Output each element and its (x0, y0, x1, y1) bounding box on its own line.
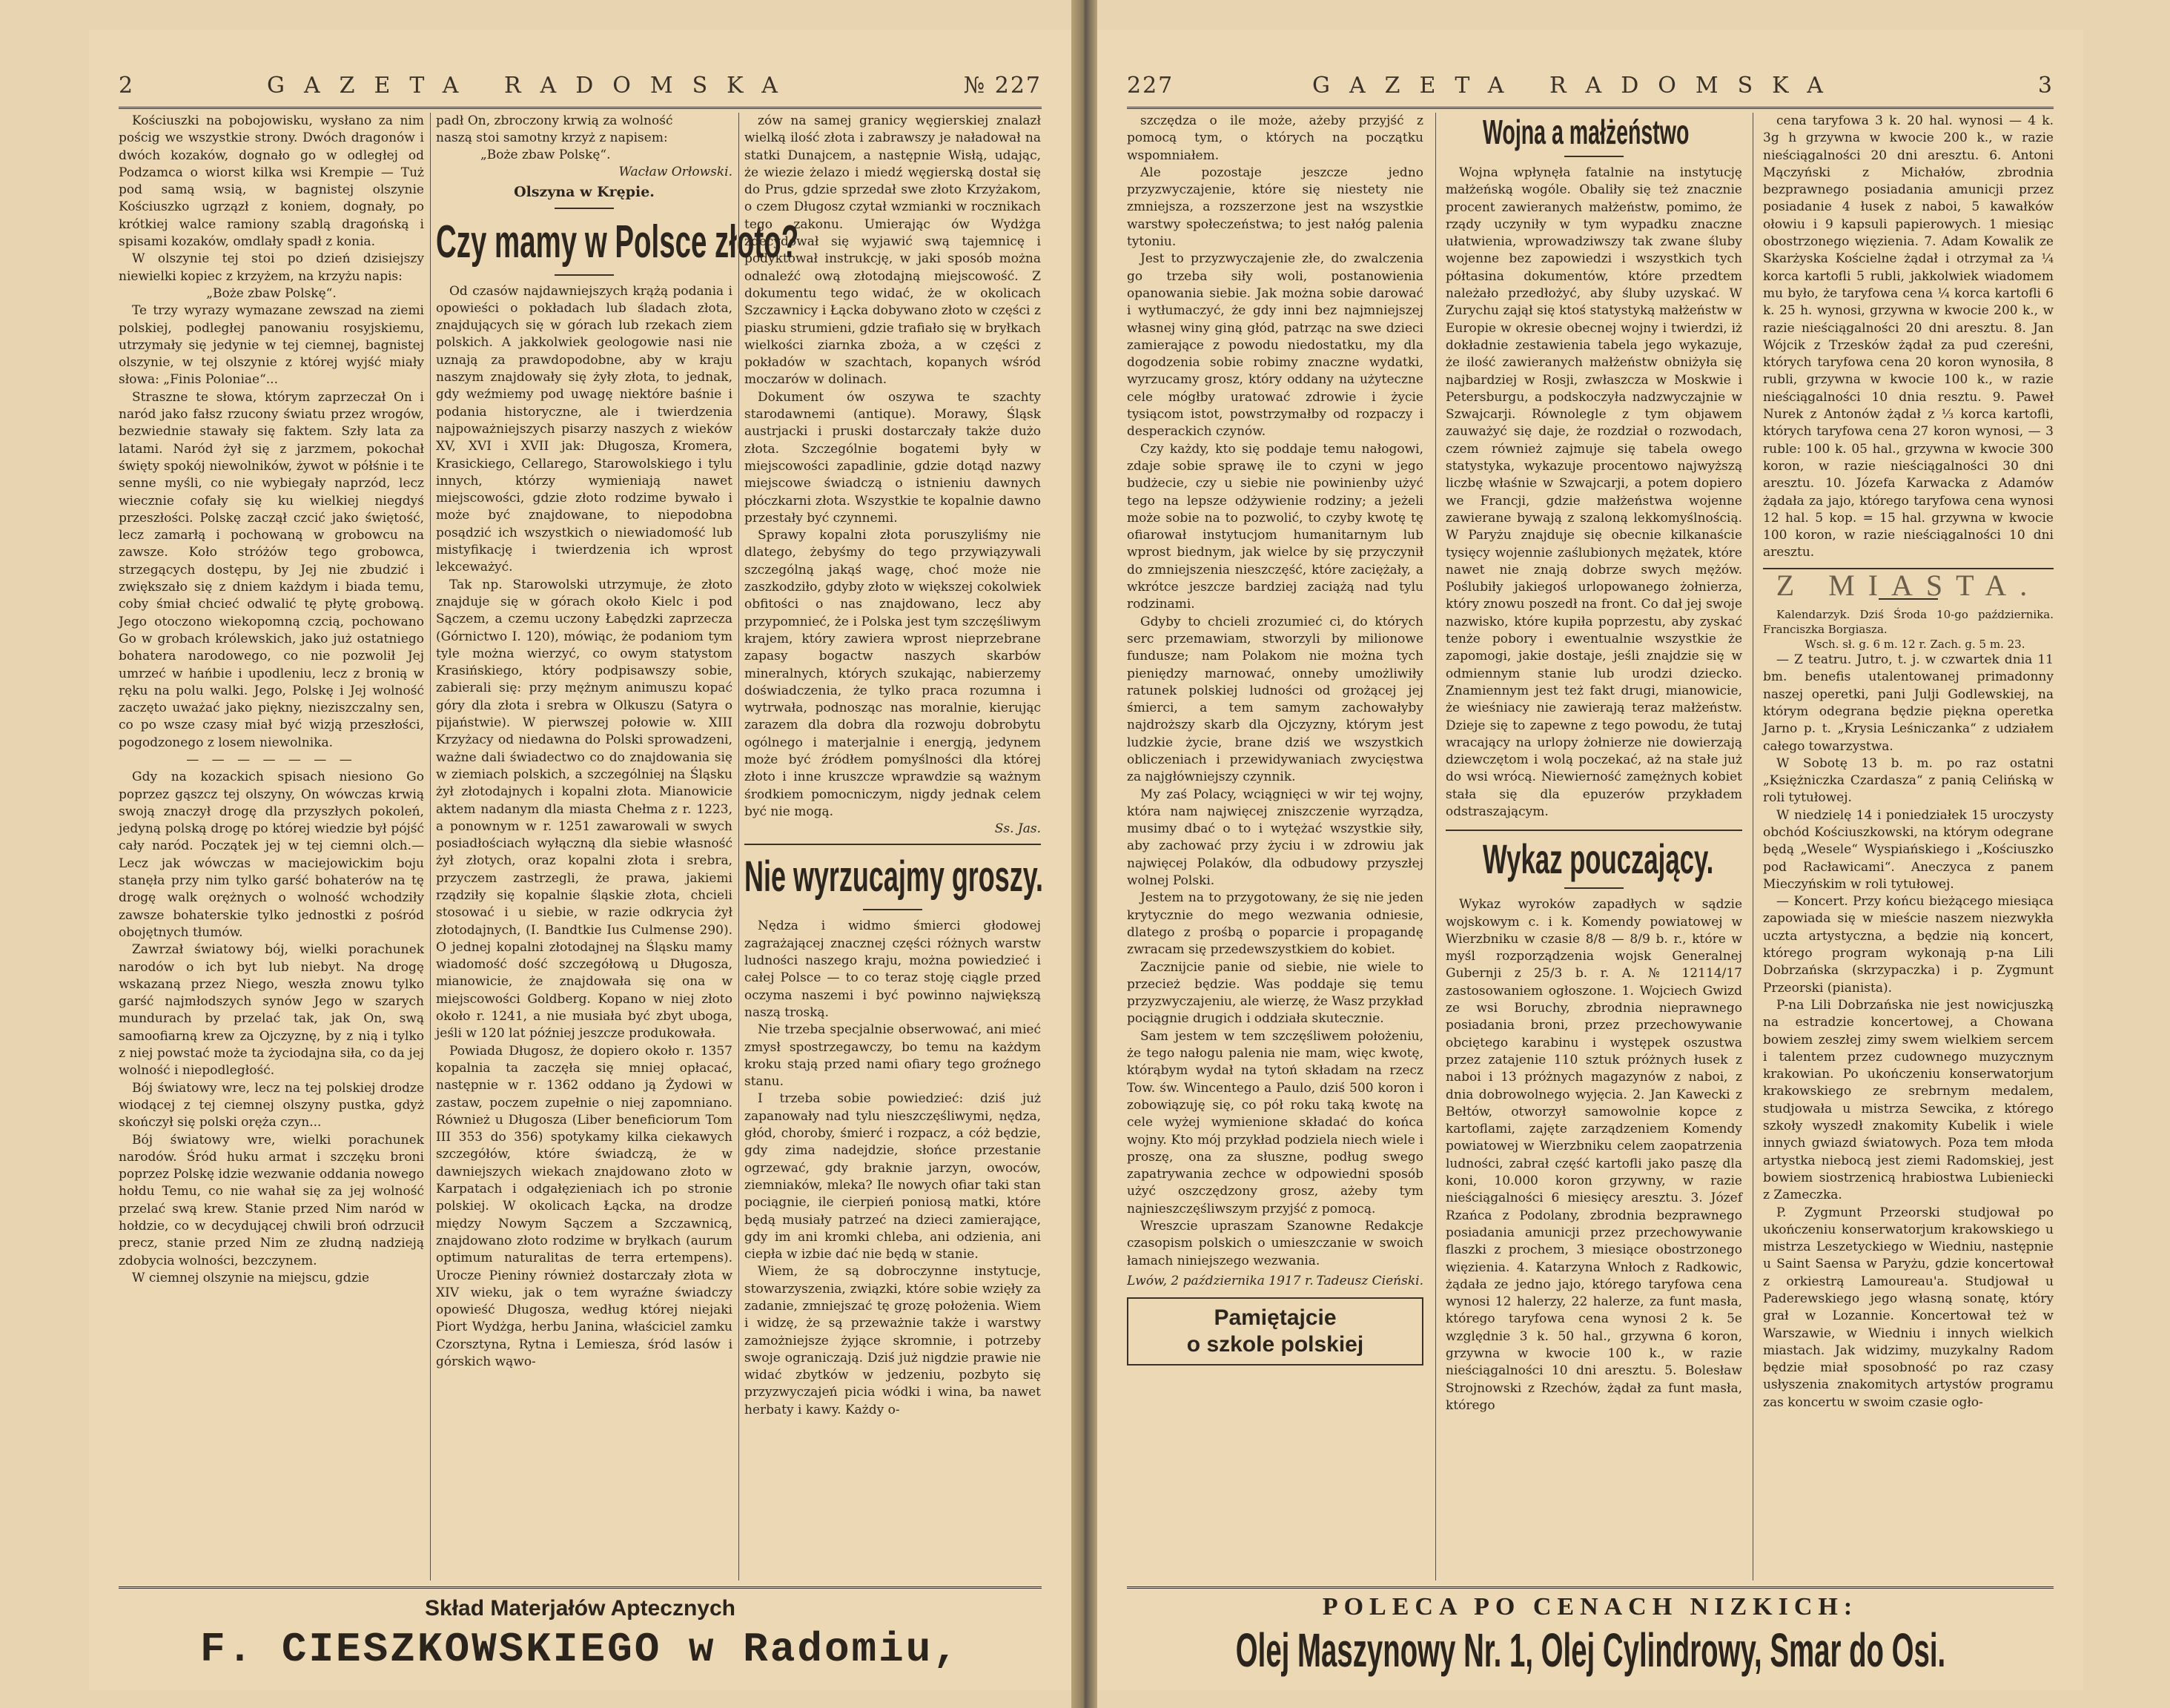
paragraph: Te trzy wyrazy wymazane zewszad na ziemi polskiej, podległej panowaniu rosyjskiemu, utrzymały się jedynie w tej ciemnej, bagnistej olszynie, w tej olszynie z której wyjść miały słowa: „Finis Poloniae“... (119, 303, 424, 388)
ad-subtitle: Skład Materjałów Aptecznych (424, 1596, 735, 1621)
paragraph: Wojna wpłynęła fatalnie na instytucję małżeńską wogóle. Obaliły się też znacznie procent zawieranych małżeństw, pomimo, że rządy uczyniły w tym wypadku znaczne ułatwienia, wprowadziwszy tak zwane śluby wojenne bez zapowiedzi i wszystkich tych półtasina dokumentów, które przedtem należało przedłożyć, aby śluby uzyskać. W Zurychu zajął się ktoś statystyką małżeństw w Europie w okresie obecnej wojny i twierdzi, iż dokładnie zestawienia tabela jego wykazuje, że ilość zawieranych małżeństw obniżyła się najbardziej w Rosji, zwłaszcza w Moskwie i Petersburgu, a podskoczyła nadzwyczajnie w Szwajcarji. Równolegle z tym objawem zauważyć się daje, że rozdział o rozwodach, czem również zajmuje się tabela owego statystyka, wykazuje procentowo najwyższą liczbę właśnie w Szwajcarji, a potem dopiero we Francji, gdzie małżeństwa wojenne zawierane bywają z szaloną lekkomyślnością. W Paryżu znajduje się obecnie kilkanaście tysięcy wojennie zaślubionych mężatek, które nawet nie znają dobrze swych mężów. Poślubiły jakiegoś urlopowanego żołnierza, który znowu poszedł na front. Co dał jej swoje nazwisko, które kupiła poprzestu, aby zyskać tenże pobory i ewentualnie wszystkie że zapomogi, jakie dostaje, jeśli znajdzie się w odmiennym stanie lub urodzi dziecko. Znamiennym jest też fakt drugi, mianowicie, że wieśniacy nie zawierają teraz małżeństw. Dzieje się to zapewne z tego powodu, że tutaj wracający na urlopy żołnierze nie dowierzają dziewczętom i wolą poczekać, aż na stałe już do wsi wrócą. Niewierność zamężnych kobiet stała się dla epuzerów przykładem odstraszającym. (1446, 165, 1742, 819)
page-number: 3 (2037, 73, 2054, 99)
section-divider: — — — — — — — (186, 752, 357, 767)
paragraph: zów na samej granicy węgierskiej znalazł wielką ilość złota i zabrawszy je naładował na statki Dunajcem, a następnie Wisłą, udając, że wiezie żelazo i miedź węgierską dostał się do Prus, gdzie sprzedał swe złoto Krzyżakom, o czem Długosz czytał wzmianki w rocznikach tego zakonu. Umierając ów Wydżga zdecydował się wyjawić swą tajemnicę i podyktował instrukcję, w jaki sposób można odnaleźć ową złotodajną miejscowość. Z dokumentu tego widać, że w okolicach Szczawnicy i Łącka dobywano złoto w części z piasku strumieni, gdzie trafiało się w bryłkach wielkości ziarnka zboża, a w części z pokładów w szachtach, kopanych wśród moczarów w dolinach. (744, 113, 1041, 388)
paragraph: Od czasów najdawniejszych krążą podania i opowieści o pokładach lub śladach złota, znajdujących się w górach lub rzekach ziem polskich. A jakkolwiek geologowie nasi nie uznają za prawdopodobne, aby w kraju naszym znajdowały się żyły złota, to jednak, gdy weźmiemy pod uwagę niektóre baśnie i podania historyczne, ale i twierdzenia najpoważniejszych pisarzy naszych z wieków XV, XVI i XVII jak: Długosza, Kromera, Krasickiego, Cellarego, Starowolskiego i tylu innych, którzy wymieniają nawet miejscowości, gdzie złoto rodzime bywało i może być znajdowane, to niepodobna posądzić ich wszystkich o niewiadomość lub mistyfikację i twierdzenia ich wprost lekceważyć. (436, 283, 732, 575)
paragraph: Jest to przyzwyczajenie złe, do zwalczenia go trzeba siły woli, postanowienia opanowania siebie. Jak można sobie darować i wytłumaczyć, że gdy inni bez najmniejszej własnej winy giną głód, patrząc na swe dzieci zamierające z powodu niedostatku, my dla dogodzenia sobie robimy znaczne wydatki, wyrzucamy grosz, który oddany na użyteczne cele mógłby uratować zdrowie i życie tysiącom istot, powstrzymałby od rozpaczy i desperackich czynów. (1127, 251, 1423, 440)
paragraph: Wiem, że są dobroczynne instytucje, stowarzyszenia, związki, które sobie wzięły za zadanie, zmniejszać tę grozę położenia. Wiem i widzę, że są przeważnie także i warstwy zamożniejsze żyjące skromnie, i potrzeby swoje ograniczają. Dziś już nigdzie prawie nie widać zbytków w jedzeniu, pozbyto się przyzwyczajeń picia wódki i wina, ba nawet herbaty i kawy. Każdy o- (744, 1264, 1041, 1417)
paragraph: Kościuszki na pobojowisku, wysłano za nim pościg we wszystkie strony. Dwóch dragonów i dwóch kozaków, dognało go w odległej od Podzamca o wiorst kilka wsi Krempie — Tuż pod samą wsią, w bagnistej olszynie Kościuszko ugrzązł z koniem, dognały, po krótkiej walce ramiony szablą dragońską i spisami kozaków, omdlały spadł z konia. (119, 113, 424, 250)
paragraph: Nie trzeba specjalnie obserwować, ani mieć zmysł spostrzegawczy, bo temu na każdym kroku stają przed nami ofiary tego groźnego stanu. (744, 1022, 1041, 1090)
author-signature: Tadeusz Cieński. (1316, 1273, 1423, 1288)
poem-caption: Olszyna w Krępie. (514, 184, 655, 201)
column-3 (744, 113, 1044, 1588)
paragraph: P. Zygmunt Przeorski studjował po ukończeniu konserwatorjum krakowskiego u mistrza Leszetyckiego w Wiedniu, następnie u Saint Saensa w Paryżu, gdzie koncertował z orkiestrą Lamoureau'a. Studjował u Paderewskiego jego własną sonatę, który grał w Lozannie. Koncertował też w Warszawie, w Wiedniu i innych wielkich miastach. Jak widzimy, muzykalny Radom będzie miał sposobność po raz czasy usłyszenia znakomitych artystów programu zas koncertu w swoim czasie ogło- (1763, 1205, 2054, 1410)
dateline: Lwów, 2 października 1917 r. (1127, 1273, 1314, 1288)
article-headline: Wojna a małżeństwo (1483, 113, 1690, 151)
column-2 (1446, 113, 1742, 1588)
column-1 (119, 113, 424, 1588)
masthead-title: GAZETA RADOMSKA (1312, 73, 1842, 99)
poem-line: „Boże zbaw Polskę“. (480, 148, 611, 162)
paragraph: Powiada Długosz, że dopiero około r. 1357 kopalnia ta zaczęła się mniej opłacać, następnie w r. 1362 oddano ją Żydowi w zastaw, poczem zupełnie o niej zapomniano. Również u Długosza (Liber beneficiorum Tom III 353 do 356) spotykamy kilka ciekawych szczegółów, które świadczą, że w dawniejszych wiekach znajdowano złoto w Karpatach i odgałęzieniach ich po stronie polskiej. W okolicach Łącka, na drodze między Nowym Sączem a Szczawnicą, znajdowano złoto rodzime w bryłkach (aurum optimum naturalitas de terra ertempens). Urocze Pieniny również dostarczały złota w XIV wieku, jak o tem wyraźne świadczy opowieść Długosza, według której niejaki Piort Wydżga, herbu Janina, właściciel zamku Czorsztyna, Rytna i Lemiesza, śród lasów i górskich wąwo- (436, 1043, 732, 1369)
paragraph: Nędza i widmo śmierci głodowej zagrażającej znacznej części różnych warstw ludności naszego kraju, można powiedzieć i całej Polsce — to co teraz stoję ciągle przed oczyma naszemi i być powinno największą naszą troską. (744, 918, 1041, 1020)
oil-advertisement (1127, 1586, 2054, 1685)
poem (436, 113, 732, 164)
article-headline: Nie wyrzucajmy groszy. (744, 853, 1044, 901)
paragraph: W niedzielę 14 i poniedziałek 15 uroczysty obchód Kościuszkowski, na którym odegrane będą „Wesele“ Wyspiańskiego i „Kościuszko pod Racławicami“. Aneczyca z panem Mieczyńskim w roli tytułowej. (1763, 807, 2054, 892)
paragraph: Dokument ów oszywa te szachty starodawnemi (antique). Morawy, Śląsk austrjacki i pruski dostarczały także dużo złota. Szczególnie bogatemi były w miejscowości zapadlinie, gdzie dotąd nazwy miejscowe świadczą o istnieniu dawnych płóczkarni złota. Wszystkie te kopalnie dawno przestały być czynnemi. (744, 389, 1041, 526)
article-headline: Czy mamy w Polsce złoto? (436, 216, 799, 268)
binding-gutter (1071, 0, 1097, 1708)
left-page-header (119, 73, 1042, 107)
header-rule (119, 107, 1042, 109)
paragraph: W ciemnej olszynie na miejscu, gdzie (132, 1270, 370, 1285)
paragraph: Sprawy kopalni złota poruszyliśmy nie dlatego, żebyśmy do tego przywiązywali szczególną jakąś wagę, choć może nie zaszkodziło, gdyby złoto w większej cokolwiek obfitości o nas znajdowano, lecz aby przypomnieć, że i Polska jest tym szczęśliwym krajem, który zawiera wprost nieprzebrane zapasy bogactw naszych skarbów mineralnych, których szukając, nabierzemy doświadczenia, że tylko praca rozumna i wytrwała, podnosząc nas moralnie, kierując zarazem dla dobra dla rozwoju dobrobytu ogólnego i materjalnie i energją, jedynem może być źródłem pomyślności dla której złoto i inne kruszcze wprawdzie są ważnym środkiem pomocniczym, nigdy jednak celem być nie mogą. (744, 528, 1041, 819)
section-title: Z MIASTA. (1776, 568, 2041, 602)
right-page (1097, 30, 2083, 1690)
ad-subtitle: POLECA PO CENACH NIZKICH: (1322, 1593, 1859, 1621)
calendar-note: Kalendarzyk. Dziś Środa 10-go października. Franciszka Borgiasza. (1763, 608, 2054, 637)
appeal-line-2: o szkole polskiej (1186, 1332, 1364, 1357)
paragraph: I trzeba sobie powiedzieć: dziś już zapanowały nad tylu nieszczęśliwymi, nędza, głód, choroby, śmierć i rozpacz, a cóż będzie, gdy zima nadejdzie, słońce przestanie ogrzewać, gdy braknie jarzyn, owoców, ziemniaków, mleka? Ile nowych ofiar taki stan pociągnie, ile cierpień poniosą matki, które będą musiały patrzeć na dzieci zamierające, gdy im ani kromki chleba, ani odzienia, ani ciepła w izbie dać nie będą w stanie. (744, 1091, 1041, 1262)
paragraph: Ale pozostaje jeszcze jedno przyzwyczajenie, które się niestety nie zmniejsza, a rozszerzone jest na wszystkie warstwy społeczeństwa; to jest nałóg palenia tytoniu. (1127, 165, 1423, 250)
paragraph: Czy każdy, kto się poddaje temu nałogowi, zdaje sobie sprawę ile to czyni w jego budżecie, czy u siebie nie powinienby użyć tego na lepsze odżywienie rodziny; a jeżeli może sobie na to pozwolić, to czyby kwotę tę ofiarował instytucjom humanitarnym lub wprost biednym, jak wielce by się przyczynił do zmniejszenia nieszczęść, które zaciężały, a wkrótce jeszcze bardziej zaciążą nad tylu rodzinami. (1127, 441, 1423, 612)
pharmacy-advertisement (119, 1586, 1042, 1685)
ad-company-name: F. CIESZKOWSKIEGO w Radomiu, (200, 1626, 960, 1673)
rule (555, 208, 614, 209)
rule (863, 909, 922, 910)
paragraph: W Sobotę 13 b. m. po raz ostatni „Księżniczka Czardasza“ z panią Celińską w roli tytułowej. (1763, 755, 2054, 806)
paragraph: Wreszcie upraszam Szanowne Redakcje czasopism polskich o umieszczanie w swoich łamach niniejszego wezwania. (1127, 1219, 1423, 1268)
paragraph: — Koncert. Przy końcu bieżącego miesiąca zapowiada się w mieście naszem niezwykła uczta artystyczna, a będzie nią koncert, którego program wykonają p-na Lili Dobrzańska (skrzypaczka) i p. Zygmunt Przeorski (pianista). (1763, 894, 2054, 996)
paragraph: Gdyby to chcieli zrozumieć ci, do których serc przemawiam, stworzyli by milionowe fundusze; nam Polakom nie można tych pieniędzy marnować, onneby umożliwiły ratunek polskiej ludności od grożącej jej śmierci, a tem samym zachowałyby najdroższy skarb dla Ojczyzny, którym jest ludzkie życie, brane dziś we wszystkich obliczeniach i przewidywaniach zwycięstwa za najgłówniejszy czynnik. (1127, 614, 1423, 785)
paragraph: Gdy na kozackich spisach niesiono Go poprzez gąszcz tej olszyny, On wówczas krwią swoją znaczył drogę dla przyszłych pokoleń, jedyną polską drogę po której wiedzie był pójść cały naród. Początek jej w tej ciemni olch.— Lecz jak wówczas w maciejowickim boju stanęła przy nim tylko garść bohaterów na tę drogę walk orężnych o wolność wchodziły zawsze bohaterskie tylko jednostki z pośród obojętnych tłumów. (119, 769, 424, 940)
paragraph: Bój światowy wre, lecz na tej polskiej drodze wiodącej z tej ciemnej olszyny pustka, gdyż skończył się polski oręża czyn... (119, 1080, 424, 1131)
paragraph: My zaś Polacy, wciągnięci w wir tej wojny, która nam najwięcej zniszczenie wyrządza, musimy dbać o to i wytężać wszystkie siły, aby zachować przy życiu i w zdrowiu jak najwięcej Polaków, dla odbudowy przyszłej wolnej Polski. (1127, 787, 1423, 889)
paragraph: W olszynie tej stoi po dzień dzisiejszy niewielki kopiec z krzyżem, na krzyżu napis: (119, 251, 424, 284)
paragraph: Wykaz wyroków zapadłych w sądzie wojskowym c. i k. Komendy powiatowej w Wierzbniku w czasie 8/8 — 8/9 b. r., które w myśl rozporządzenia wojsk Generalnej Gubernji z 25/3 b. r. A. № 12114/17 zastosowaniem ogłoszone. 1. Wojciech Gwizd ze wsi Boruchy, zbrodnia nieprawnego posiadania broni, przez przechowywanie obciętego karabinu i występek oszustwa przez zatajenie 110 sztuk próżnych łusek z naboi i 13 próżnych magazynów z naboi, z dnia dobrowolnego wyjęcia. 2. Jan Kawecki z Bełtów, otworzył samowolnie kopce z kartoflami, zajęte zarządzeniem Komendy powiatowej w Wierzbniku celem zaopatrzenia ludności, zabrał część kartofli jako paszę dla koni, 10.000 koron grzywny, w razie nieściągalności 6 miesięcy aresztu. 3. Józef Rzańca z Podolany, zbrodnia bezprawnego posiadania amunicji przez przechowywanie flaszki z prochem, 3 miesiące obostrzonego więzienia. 4. Katarzyna Wnłoch z Radkowic, żądała ze jedno jajo, którego taryfowa cena wynosi 12 halerzy, 22 halerze, za funt masła, którego taryfowa cena wynosi 2 k. 5e względnie 3 k. 50 hal., grzywna 6 koron, grzywna w kwocie 100 k., w razie nieściągalności 10 dni aresztu. 5. Bolesław Strojnowski z Rzechów, żądał za funt masła, którego (1446, 897, 1742, 1413)
poem-line: naszą stoi samotny krzyż z napisem: (436, 130, 668, 145)
issue-number: № 227 (963, 73, 1042, 99)
right-page-header (1127, 73, 2054, 107)
header-rule (1127, 107, 2054, 109)
rule (1564, 156, 1624, 157)
paragraph: Bój światowy wre, wielki porachunek narodów. Śród huku armat i szczęku broni poprzez Polskę idzie wezwanie oddania nowego hołdu Temu, co nie wahał się za jej wolność przelać swą krew. Stanie przed Nim naród w hołdzie, co w decydującej chwili broń odrzucił precz, stanie przed Nim ze złudną nadzieją zdobycia wolności, bezczynem. (119, 1132, 424, 1268)
sunrise-sunset: Wsch. sł. g. 6 m. 12 r. Zach. g. 5 m. 23. (1805, 638, 2025, 652)
column-1 (1127, 113, 1423, 1588)
paragraph: Tak np. Starowolski utrzymuje, że złoto znajduje się w górach około Kielc i pod Sączem, a czemu uczony Łabędzki zaprzecza (Górnictwo I. 120), mówiąc, że podaniom tym tyle można wierzyć, co owym statystom Krasińskiego, który podpisawszy sobie, zabierali się: przy mężnym animuszu kopać góry dla złota i srebra w Olkuszu (Satyra o pijaństwie). W pierwszej połowie w. XIII Krzyżacy od niedawna do Polski sprowadzeni, ważne dali świadectwo co do znajdowania się w ziemiach polskich, a szczególniej na Śląsku żył złotodajnych i kopalni złota. Mianowicie aktem nadanym dla miasta Chełma z r. 1223, a ponownym w r. 1251 zawarowali w swych posiadłościach wyłączną dla siebie własność żył złotych, oraz kopalni złota i srebra, przyczem zastrzegli, że prawa, jakiemi rządziły się kopalnie śląskie złota, chcieli stosować i u siebie, w razie odkrycia żył złotodajnych, (I. Bandtkie Ius Culmense 290). O jednej kopalni złotodajnej na Śląsku mamy wiadomość dość szczegółową u Długosza, mianowicie, że znajdowała się ona w miejscowości Goldberg. Kopano w niej złoto około r. 1241, a nie musiała być zbyt uboga, jeśli w 120 lat później jeszcze produkowała. (436, 577, 732, 1042)
paragraph: szczędza o ile może, ażeby przyjść z pomocą tym, o których na początku wspomniałem. (1127, 113, 1423, 163)
paragraph: Straszne te słowa, którym zaprzeczał On i naród jako fałsz rzucony światu przez wrogów, bezwiednie stawały się faktem. Szły lata za latami. Naród żył się z jarzmem, pokochał święty spokój niewolników, żywot w półśnie i te senne myśli, co nie wybiegały naprzód, lecz wiecznie cofały się ku wielkiej niegdyś przeszłości. Polskę zaczął czcić jako świętość, lecz zamarłą i pochowaną w grobowcu na zawsze. Koło stróżów tego grobowca, strzegących dostępu, by Jej nie zbudzić i zwiększało się z dniem każdym i biada temu, coby śmiał chcieć odwalić tę płytę grobową. Jego otoczono wiekopomną czcią, pochowano Go w grobach królewskich, jako już ostatniego bohatera narodowego, co nie pozwolił Jej umrzeć w hańbie i upodleniu, lecz z bronią w ręku na polu walki. Jego, Polskę i Jej wolność zaczęto uważać jako piękny, nieziszczalny sen, co po wsze czasy miał być wizją przeszłości, pogodzonego z losem niewolnika. (119, 389, 424, 750)
page-number: 2 (119, 73, 135, 99)
paragraph: Sam jestem w tem szczęśliwem położeniu, że tego nałogu palenia nie mam, więc kwotę, którąbym wydał na tytoń składam na rzecz Tow. św. Wincentego a Paulo, dziś 500 koron i zobowiązuję się, co pół roku taką kwotę na cele wyżej wymienione składać do końca wojny. Kto mój przykład podziela niech wiele i proszę, ona za słuszne, podług swego zapatrywania zechce w odpowiedni sposób użyć oszczędzony grosz, ażeby tym najnieszczęśliwszym przyjść z pomocą. (1127, 1028, 1423, 1217)
school-appeal-box (1127, 1297, 1423, 1366)
paragraph: Zawrzał światowy bój, wielki porachunek narodów o ich byt lub niebyt. Na drogę wskazaną przez Niego, weszła znowu tylko garść najmłodszych synów Jego w szarych mundurach by przelać tak, jak On, swą samoofiarną krew za Ojczyznę, by z nią i tylko z niej powstać może ta życiodajna siła, co da jej wolność i niepodległość. (119, 942, 424, 1079)
rule (555, 274, 614, 276)
poem-author: Wacław Orłowski. (618, 165, 732, 179)
paragraph: Jestem na to przygotowany, że się nie jeden krytycznie do mego wezwania odniesie, dlatego z prośbą o poparcie i propagandę zwracam się przedewszystkiem do kobiet. (1127, 890, 1423, 958)
column-rule (430, 113, 431, 1580)
cross-inscription: „Boże zbaw Polskę“. (206, 285, 337, 301)
left-page (89, 30, 1071, 1690)
column-2 (436, 113, 799, 1588)
paragraph: cena taryfowa 3 k. 20 hal. wynosi — 4 k. 3g h grzywna w kwocie 200 k., w razie nieściągalności 20 dni aresztu. 6. Antoni Mączyński z Michałów, zbrodnia bezprawnego posiadania amunicji przez posiadanie 4 łusek z naboi, 5 kawałków ołowiu i 9 kapsuli papierowych. 1 miesiąc obostrzonego więzienia. 7. Adam Kowalik ze Skarżyska Kościelne żądał i otrzymał za ¼ korca kartofli 5 rubli, jakkolwiek wiadomem mu było, że taryfowa cena ¼ korca kartofli 6 k. 25 h. wynosi, grzywna w kwocie 200 k., w razie nieściągalności 20 dni aresztu. 8. Jan Wójcik z Trzesków żądał za pud czereśni, których taryfowa cena 20 koron wynosiła, 8 rubli, grzywna w kwocie 100 k., w razie nieściągalności 10 dnia resztu. 9. Paweł Nurek z Antonów żądał z ⅓ korca kartofli, których taryfowa cena 27 koron wynosi, — 3 ruble: 100 k. 05 hal., grzywna w kwocie 300 koron, w razie nieściągalności 30 dni aresztu. 10. Józefa Karwacka z Adamów żądała za jajo, którego taryfowa cena wynosi 12 hal. 5 kop. = 15 hal. grzywna w kwocie 100 koron, w razie nieściągalności 10 dni aresztu. (1763, 113, 2054, 560)
poem-line: padł On, zbroczony krwią za wolność (436, 113, 673, 128)
paragraph: — Z teatru. Jutro, t. j. w czwartek dnia 11 bm. benefis utalentowanej primadonny naszej operetki, pani Julji Godlewskiej, na którym odegrana będzie piękna operetka Jarno p. t. „Krysia Leśniczanka“ z udziałem całego towarzystwa. (1763, 652, 2054, 754)
issue-number: 227 (1127, 73, 1174, 99)
rule (1564, 887, 1624, 889)
column-rule (738, 113, 739, 1580)
appeal-line-1: Pamiętajcie (1214, 1305, 1337, 1331)
ad-product-line: Olej Maszynowy Nr. 1, Olej Cylindrowy, Smar do Osi. (1235, 1623, 1945, 1677)
paragraph: Zacznijcie panie od siebie, nie wiele to przecież będzie. Was poddaje się temu przyzwyczajeniu, ale wierzę, że Wasz przykład pociągnie drugich i oddziała skutecznie. (1127, 959, 1423, 1027)
paragraph: P-na Lili Dobrzańska nie jest nowicjuszką na estradzie koncertowej, a Chowana bowiem zeszłej zimy swem wielkiem sercem i talentem przez cudownego muzycznym krakowian. Po ukończeniu konserwatorjum krakowskiego ze srebrnym medalem, studjowała u mistrza Sewcika, z którego szkoły wyszedł znakomity Kubelik i wiele innych gwiazd światowych. Poza tem młoda artystka niebocą jest ziemi Radomskiej, jest bowiem siostrzenicą hrabiostwa Lubieniecki z Zameczka. (1763, 997, 2054, 1203)
article-headline: Wykaz pouczający. (1483, 835, 1714, 883)
article-signature: Ss. Jas. (994, 821, 1041, 837)
column-rule (1435, 113, 1436, 1580)
column-3 (1763, 113, 2054, 1588)
masthead-title: GAZETA RADOMSKA (267, 73, 797, 99)
